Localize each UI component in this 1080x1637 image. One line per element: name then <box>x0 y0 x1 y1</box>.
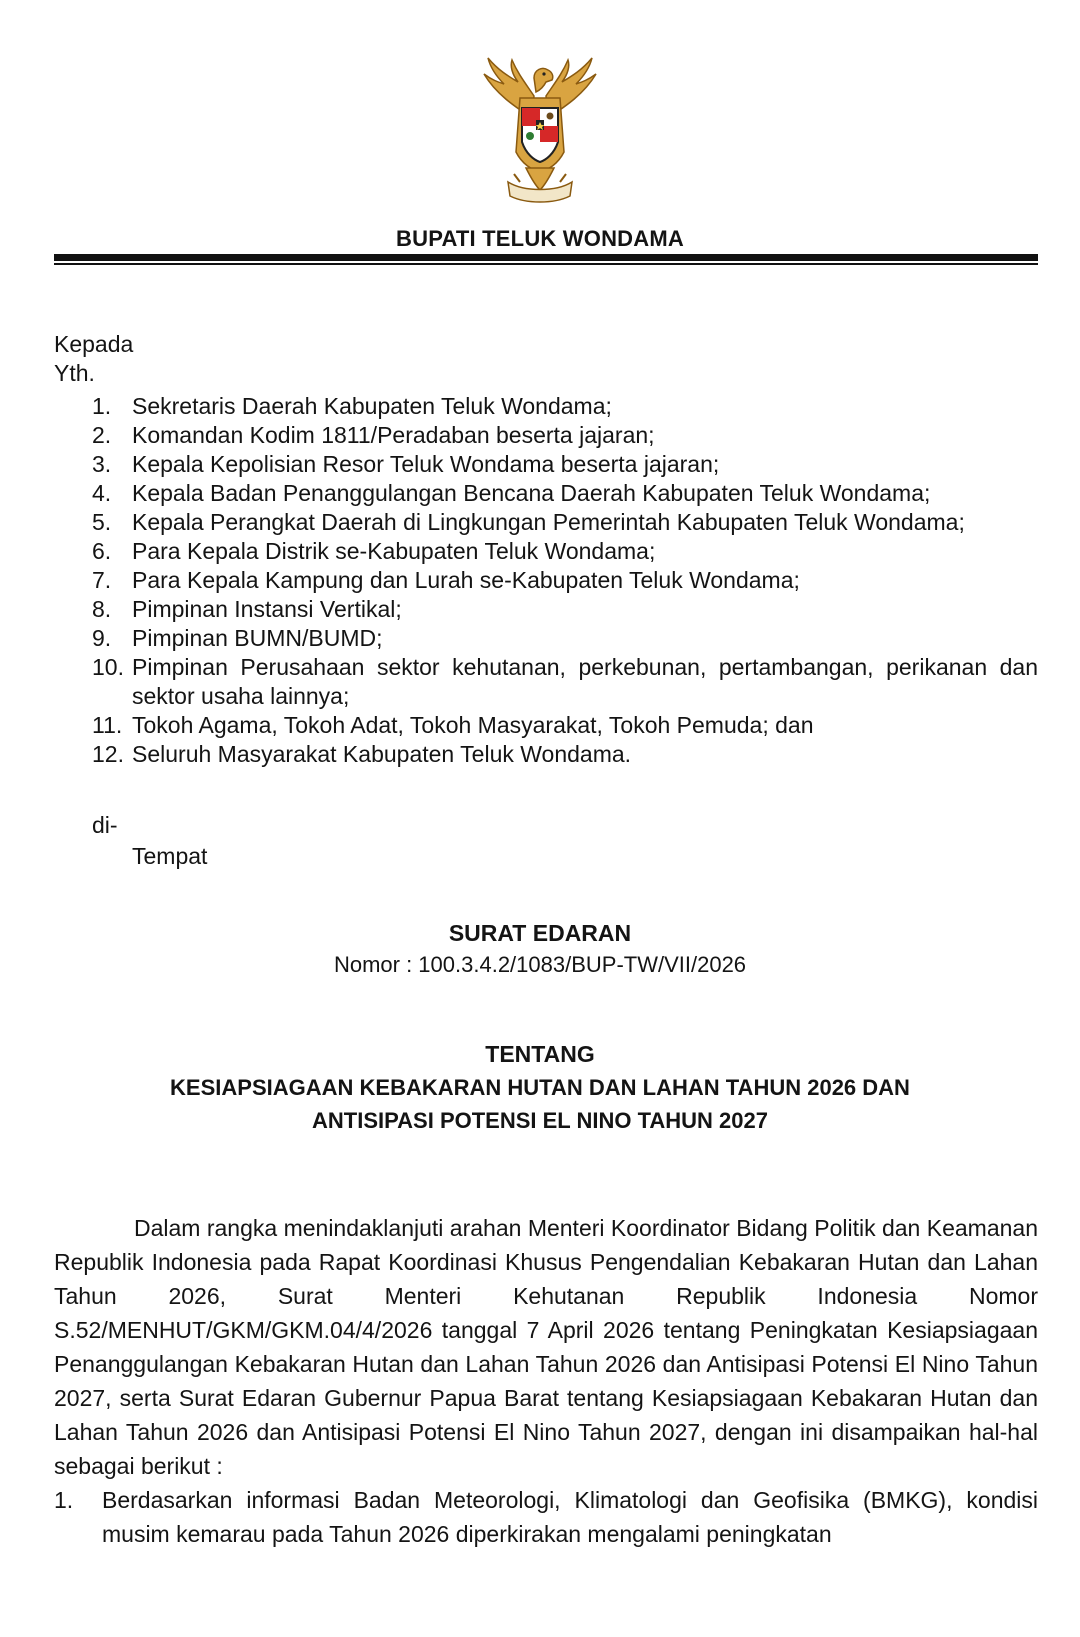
subject-line-1: KESIAPSIAGAAN KEBAKARAN HUTAN DAN LAHAN TAHUN 2026 DAN <box>170 1075 910 1100</box>
document-number: Nomor : 100.3.4.2/1083/BUP-TW/VII/2026 <box>333 952 747 977</box>
addressee-kepada: Kepada <box>54 331 134 357</box>
document-type: SURAT EDARAN <box>448 920 632 946</box>
addressee-tempat: Tempat <box>132 843 208 869</box>
addressee-item <box>92 653 1038 711</box>
letterhead-rule <box>54 254 1038 261</box>
addressee-item-text: Seluruh Masyarakat Kabupaten Teluk Wondama. <box>132 741 632 767</box>
point-1-number: 1. <box>54 1487 74 1513</box>
garuda-emblem-icon <box>474 56 606 206</box>
addressee-item-text: Kepala Badan Penanggulangan Bencana Daerah Kabupaten Teluk Wondama; <box>132 480 931 506</box>
addressee-item-number: 5. <box>92 509 112 535</box>
addressee-item <box>92 624 1038 653</box>
addressee-item-number: 3. <box>92 451 112 477</box>
addressee-item <box>92 711 1038 740</box>
point-1 <box>54 1483 1038 1551</box>
addressee-item-text: Kepala Kepolisian Resor Teluk Wondama beserta jajaran; <box>132 451 720 477</box>
addressee-item-text: Kepala Perangkat Daerah di Lingkungan Pemerintah Kabupaten Teluk Wondama; <box>132 509 965 535</box>
addressee-item-number: 12. <box>92 741 124 767</box>
addressee-item-text: Pimpinan Instansi Vertikal; <box>132 596 402 622</box>
addressee-item <box>92 392 1038 421</box>
letterhead-rule-thin <box>54 263 1038 265</box>
addressee-item-text: Tokoh Agama, Tokoh Adat, Tokoh Masyarakat, Tokoh Pemuda; dan <box>132 712 814 738</box>
addressee-item <box>92 508 1038 537</box>
addressee-item-number: 1. <box>92 393 112 419</box>
addressee-item-number: 11. <box>92 712 123 738</box>
addressee-item <box>92 479 1038 508</box>
addressee-item <box>92 740 1038 769</box>
addressee-item <box>92 450 1038 479</box>
letterhead-title: BUPATI TELUK WONDAMA <box>396 226 684 251</box>
addressee-item-text: Komandan Kodim 1811/Peradaban beserta jajaran; <box>132 422 655 448</box>
addressee-di: di- <box>92 812 118 838</box>
addressee-item-number: 10. <box>92 654 124 680</box>
addressee-item <box>92 537 1038 566</box>
addressee-list <box>92 392 1038 769</box>
subject-line-2: ANTISIPASI POTENSI EL NINO TAHUN 2027 <box>312 1108 768 1133</box>
intro-paragraph: Dalam rangka menindaklanjuti arahan Menteri Koordinator Bidang Politik dan Keamanan Republik Indonesia pada Rapat Koordinasi Khusus Pengendalian Kebakaran Hutan dan Lahan Tahun 2026, Surat Menteri Kehutanan Republik Indonesia Nomor S.52/MENHUT/GKM/GKM.04/4/2026 tanggal 7 April 2026 tentang Peningkatan Kesiapsiagaan Penanggulangan Kebakaran Hutan dan Lahan Tahun 2026 dan Antisipasi Potensi El Nino Tahun 2027, serta Surat Edaran Gubernur Papua Barat tentang Kesiapsiagaan Kebakaran Hutan dan Lahan Tahun 2026 dan Antisipasi Potensi El Nino Tahun 2027, dengan ini disampaikan hal-hal sebagai berikut : <box>54 1215 1038 1479</box>
addressee-item <box>92 566 1038 595</box>
addressee-item-number: 4. <box>92 480 112 506</box>
addressee-item-text: Pimpinan BUMN/BUMD; <box>132 625 383 651</box>
subject-label: TENTANG <box>485 1041 595 1067</box>
addressee-item-number: 8. <box>92 596 112 622</box>
addressee-item-text: Pimpinan Perusahaan sektor kehutanan, perkebunan, pertambangan, perikanan dan sektor usaha lainnya; <box>132 654 1038 709</box>
addressee-item-number: 6. <box>92 538 112 564</box>
addressee-item-text: Para Kepala Kampung dan Lurah se-Kabupaten Teluk Wondama; <box>132 567 800 593</box>
addressee-item-number: 9. <box>92 625 112 651</box>
addressee-item-text: Sekretaris Daerah Kabupaten Teluk Wondama; <box>132 393 612 419</box>
addressee-item <box>92 595 1038 624</box>
addressee-yth: Yth. <box>54 360 95 386</box>
addressee-item-number: 7. <box>92 567 112 593</box>
point-1-text: Berdasarkan informasi Badan Meteorologi, Klimatologi dan Geofisika (BMKG), kondisi musim kemarau pada Tahun 2026 diperkirakan mengalami peningkatan <box>102 1487 1038 1547</box>
addressee-item <box>92 421 1038 450</box>
addressee-item-number: 2. <box>92 422 112 448</box>
addressee-item-text: Para Kepala Distrik se-Kabupaten Teluk Wondama; <box>132 538 656 564</box>
